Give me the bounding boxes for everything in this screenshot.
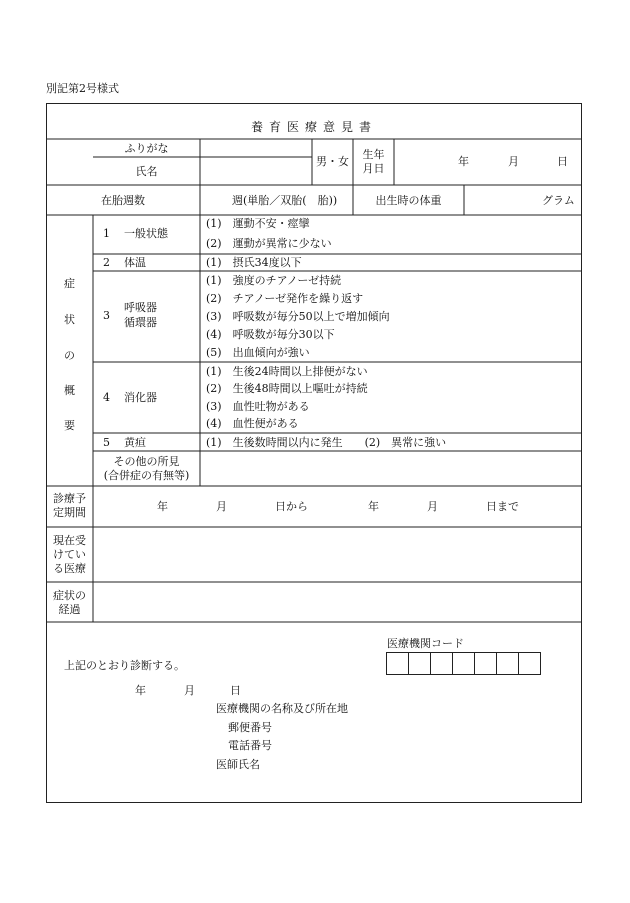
group-4-item-4[interactable]: (4) 血性便がある <box>206 417 299 430</box>
name-field[interactable] <box>202 159 310 183</box>
medical-opinion-form <box>46 103 582 803</box>
form-title: 養育医療意見書 <box>250 120 377 134</box>
furigana-label: ふりがな <box>124 142 169 155</box>
other-findings-field[interactable] <box>202 453 580 484</box>
period-from-day: 日から <box>275 500 308 513</box>
group-4-item-2[interactable]: (2) 生後48時間以上嘔吐が持続 <box>206 382 368 395</box>
facility-code-label: 医療機関コード <box>387 637 464 650</box>
furigana-field[interactable] <box>202 141 310 155</box>
name-label: 氏名 <box>135 165 158 178</box>
group-3-name-2: 循環器 <box>124 316 157 329</box>
period-to-day: 日まで <box>486 500 519 513</box>
treatment-period-label-1: 診療予 <box>53 492 86 505</box>
form-number-label: 別記第2号様式 <box>46 82 119 95</box>
facility-name-label: 医療機関の名称及び所在地 <box>216 702 348 715</box>
date-month-label: 月 <box>184 684 195 697</box>
group-4-item-1[interactable]: (1) 生後24時間以上排便がない <box>206 365 368 378</box>
current-treatment-label-3: る医療 <box>53 562 86 575</box>
birth-label-line2: 月日 <box>362 162 385 175</box>
group-5-num: 5 <box>103 436 110 449</box>
birth-weight-unit: グラム <box>542 194 575 207</box>
group-2-item-1[interactable]: (1) 摂氏34度以下 <box>206 256 302 269</box>
group-4-item-3[interactable]: (3) 血性吐物がある <box>206 400 310 413</box>
group-2-num: 2 <box>103 256 110 269</box>
group-5-name: 黄疸 <box>124 436 146 449</box>
progress-field[interactable] <box>95 584 580 620</box>
facility-code-box-6[interactable] <box>496 652 519 675</box>
date-day-label: 日 <box>230 684 241 697</box>
birth-day-label: 日 <box>557 155 568 168</box>
doctor-name-label: 医師氏名 <box>216 758 260 771</box>
group-3-item-1[interactable]: (1) 強度のチアノーゼ持続 <box>206 274 342 287</box>
progress-label-1: 症状の <box>53 589 86 602</box>
group-4-name: 消化器 <box>124 391 157 404</box>
facility-code-box-2[interactable] <box>408 652 431 675</box>
period-from-month: 月 <box>216 500 227 513</box>
group-3-item-5[interactable]: (5) 出血傾向が強い <box>206 346 310 359</box>
progress-label-2: 経過 <box>58 603 81 616</box>
facility-code-box-1[interactable] <box>386 652 409 675</box>
group-3-item-3[interactable]: (3) 呼吸数が毎分50以上で増加傾向 <box>206 310 390 323</box>
treatment-period-label-2: 定期間 <box>53 506 86 519</box>
group-3-item-4[interactable]: (4) 呼吸数が毎分30以下 <box>206 328 335 341</box>
date-year-label: 年 <box>135 684 146 697</box>
symptoms-char-3: の <box>64 349 75 362</box>
birth-weight-label: 出生時の体重 <box>375 194 442 207</box>
group-1-item-2[interactable]: (2) 運動が異常に少ない <box>206 237 332 250</box>
current-treatment-label-1: 現在受 <box>53 534 86 547</box>
facility-code-box-3[interactable] <box>430 652 453 675</box>
group-1-name: 一般状態 <box>124 227 168 240</box>
symptoms-char-2: 状 <box>64 313 75 326</box>
postal-code-label: 郵便番号 <box>228 721 272 734</box>
current-treatment-field[interactable] <box>95 529 580 580</box>
facility-code-box-5[interactable] <box>474 652 497 675</box>
diagnosis-statement: 上記のとおり診断する。 <box>64 659 185 672</box>
period-to-year: 年 <box>368 500 379 513</box>
other-findings-label-1: その他の所見 <box>113 455 180 468</box>
birth-label-line1: 生年 <box>362 148 385 161</box>
birth-year-label: 年 <box>458 155 469 168</box>
group-4-num: 4 <box>103 391 110 404</box>
group-3-num: 3 <box>103 309 110 322</box>
group-3-name: 呼吸器 <box>124 301 157 314</box>
gestation-label: 在胎週数 <box>101 194 145 207</box>
symptoms-char-4: 概 <box>64 384 75 397</box>
group-2-name: 体温 <box>124 256 146 269</box>
facility-code-box-4[interactable] <box>452 652 475 675</box>
group-5-item-1[interactable]: (1) 生後数時間以内に発生 (2) 異常に強い <box>206 436 447 449</box>
group-1-item-1[interactable]: (1) 運動不安・痙攣 <box>206 217 310 230</box>
gestation-value[interactable]: 週(単胎／双胎( 胎)) <box>232 194 338 207</box>
sex-selector[interactable]: 男・女 <box>316 155 349 168</box>
symptoms-char-1: 症 <box>64 277 75 290</box>
facility-code-box-7[interactable] <box>518 652 541 675</box>
current-treatment-label-2: けてい <box>53 548 86 561</box>
period-to-month: 月 <box>427 500 438 513</box>
period-from-year: 年 <box>157 500 168 513</box>
phone-label: 電話番号 <box>228 739 272 752</box>
group-3-item-2[interactable]: (2) チアノーゼ発作を繰り返す <box>206 292 364 305</box>
symptoms-char-5: 要 <box>64 419 75 432</box>
group-1-num: 1 <box>103 227 110 240</box>
birth-month-label: 月 <box>508 155 519 168</box>
other-findings-label-2: (合併症の有無等) <box>103 469 190 482</box>
